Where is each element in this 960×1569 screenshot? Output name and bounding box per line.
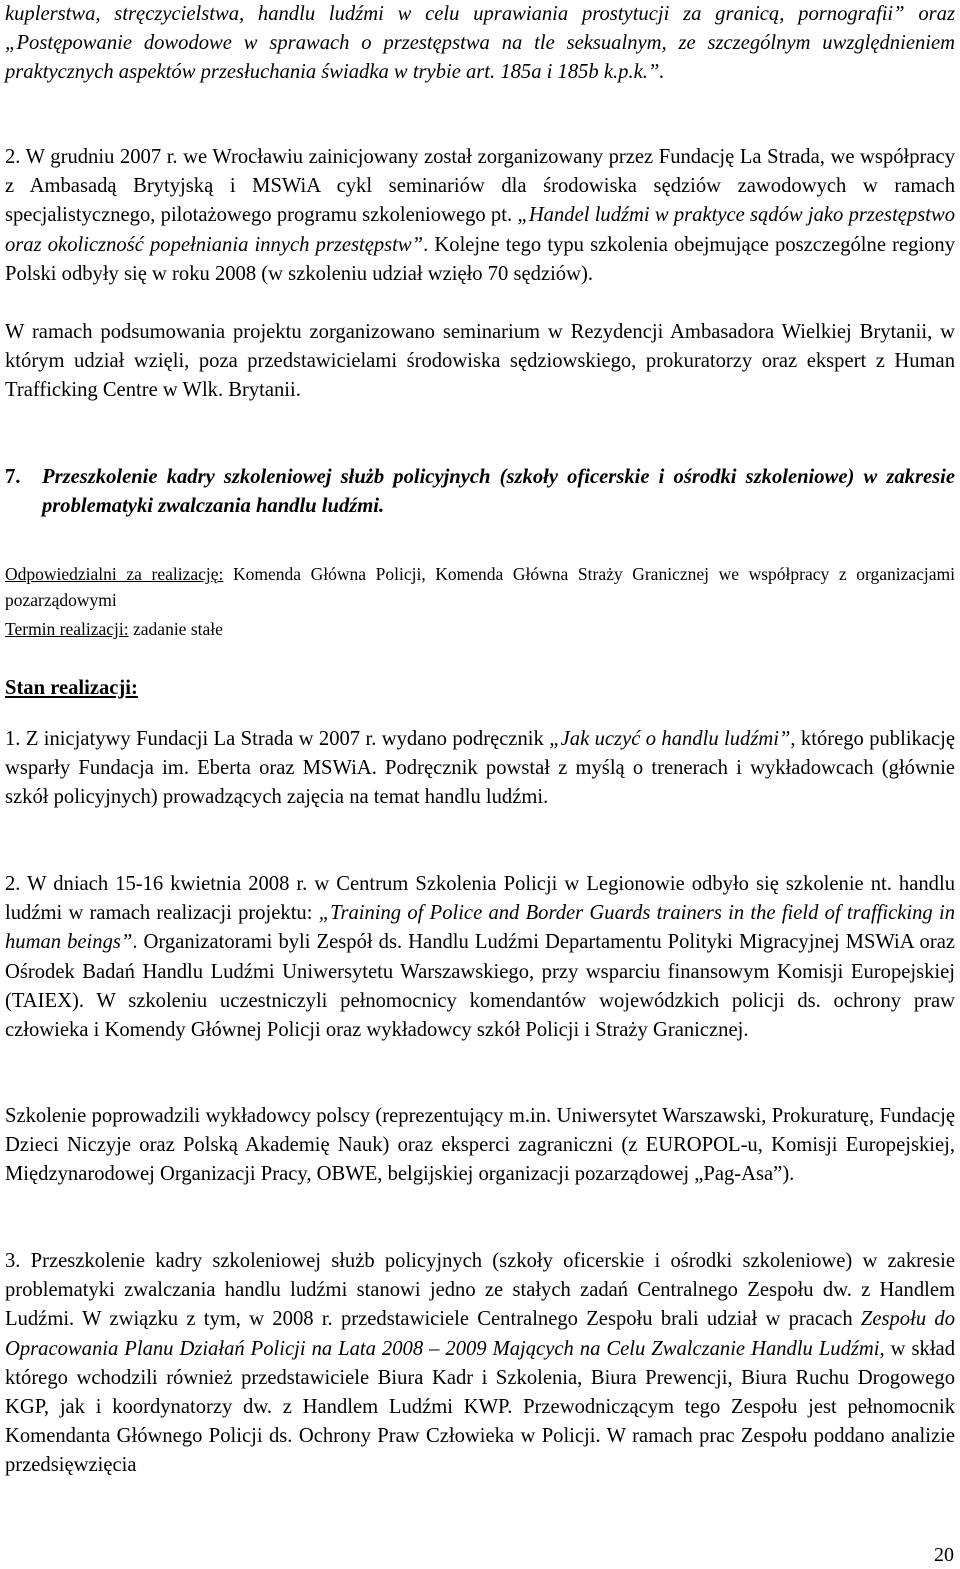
- deadline-line: [5, 617, 955, 643]
- page-number: 20: [934, 1544, 954, 1566]
- responsible-value: Komenda Główna Policji, Komenda Główna Straży Granicznej we współpracy z organizacjami pozarządowymi: [5, 564, 955, 610]
- status-item-2: [5, 870, 955, 1045]
- intro-paragraph: kuplerstwa, stręczycielstwa, handlu ludźmi w celu uprawiania prostytucji za granicą, pornografii” oraz „Postępowanie dowodowe w sprawach o przestępstwa na tle seksualnym, ze szczególnym uwzględnieniem praktycznych aspektów przesłuchania świadka w trybie art. 185a i 185b k.p.k.”.: [5, 3, 955, 84]
- seminar-title: „Handel ludźmi w praktyce sądów jako przestępstwo oraz okoliczność popełniania innych przestępstw”: [5, 204, 955, 256]
- paragraph-text: , którego publikację wsparły Fundacja im. Eberta oraz MSWiA. Podręcznik powstał z myślą o trenerach i wykładowcach (głównie szkół policyjnych) prowadzących zajęcia na temat handlu ludźmi.: [5, 728, 955, 809]
- paragraph-text: 1. Z inicjatywy Fundacji La Strada w 2007 r. wydano podręcznik: [5, 728, 550, 750]
- paragraph-text: 3. Przeszkolenie kadry szkoleniowej służb policyjnych (szkoły oficerskie i ośrodki szkoleniowe) w zakresie problematyki zwalczania handlu ludźmi stanowi jedno ze stałych zadań Centralnego Zespołu dw. z Handlem Ludźmi. W związku z tym, w 2008 r. przedstawiciele Centralnego Zespołu brali udział w pracach: [5, 1250, 955, 1331]
- paragraph-text: . Kolejne tego typu szkolenia obejmujące poszczególne regiony Polski odbyły się w roku 2008 (w szkoleniu udział wzięło 70 sędziów).: [5, 233, 955, 285]
- paragraph-summary-seminar: W ramach podsumowania projektu zorganizowano seminarium w Rezydencji Ambasadora Wielkiej Brytanii, w którym udział wzięli, poza przedstawicielami środowiska sędziowskiego, prokuratorzy oraz ekspert z Human Trafficking Centre w Wlk. Brytanii.: [5, 321, 955, 402]
- responsible-line: [5, 562, 955, 613]
- deadline-value: zadanie stałe: [128, 619, 223, 639]
- handbook-title: „Jak uczyć o handlu ludźmi”: [549, 728, 791, 750]
- project-title: „Training of Police and Border Guards trainers in the field of trafficking in human beings”: [5, 902, 955, 954]
- status-item-2-trainers: Szkolenie poprowadzili wykładowcy polscy (reprezentujący m.in. Uniwersytet Warszawski, Prokuraturę, Fundację Dzieci Niczyje oraz Polską Akademię Nauk) oraz eksperci zagraniczni (z EUROPOL-u, Komisji Europejskiej, Międzynarodowej Organizacji Pracy, OBWE, belgijskiej organizacji pozarządowej „Pag-Asa”).: [5, 1105, 955, 1186]
- status-item-3: [5, 1247, 955, 1481]
- paragraph-text: 2. W dniach 15-16 kwietnia 2008 r. w Centrum Szkolenia Policji w Legionowie odbyło się szkolenie nt. handlu ludźmi w ramach realizacji projektu:: [5, 873, 955, 925]
- paragraph-text: w skład którego wchodzili również przedstawiciele Biura Kadr i Szkolenia, Biura Prewencji, Biura Ruchu Drogowego KGP, jak i koordynatorzy dw. z Handlem Ludźmi KWP. Przewodniczącym tego Zespołu jest pełnomocnik Komendanta Głównego Policji ds. Ochrony Praw Człowieka w Policji. W ramach prac Zespołu poddano analizie przedsięwzięcia: [5, 1337, 955, 1477]
- deadline-label: Termin realizacji:: [5, 619, 129, 639]
- responsible-label: Odpowiedzialni za realizację:: [5, 564, 224, 584]
- section-title: Przeszkolenie kadry szkoleniowej służb policyjnych (szkoły oficerskie i ośrodki szkoleniowe) w zakresie problematyki zwalczania handlu ludźmi.: [42, 466, 955, 518]
- section-heading: [5, 463, 955, 521]
- section-number: 7.: [5, 466, 21, 488]
- team-title: Zespołu do Opracowania Planu Działań Policji na Lata 2008 – 2009 Mających na Celu Zwalczanie Handlu Ludźmi,: [5, 1308, 955, 1360]
- status-heading: Stan realizacji:: [5, 677, 138, 699]
- paragraph-text: 2. W grudniu 2007 r. we Wrocławiu zainicjowany został zorganizowany przez Fundację La Strada, we współpracy z Ambasadą Brytyjską i MSWiA cykl seminariów dla środowiska sędziów zawodowych w ramach specjalistycznego, pilotażowego programu szkoleniowego pt.: [5, 146, 955, 227]
- paragraph-text: . Organizatorami byli Zespół ds. Handlu Ludźmi Departamentu Polityki Migracyjnej MSWiA oraz Ośrodek Badań Handlu Ludźmi Uniwersytetu Warszawskiego, przy wsparciu finansowym Komisji Europejskiej (TAIEX). W szkoleniu uczestniczyli pełnomocnicy komendantów wojewódzkich policji ds. ochrony praw człowieka i Komendy Głównej Policji oraz wykładowcy szkół Policji i Straży Granicznej.: [5, 931, 955, 1042]
- status-item-1: [5, 725, 955, 813]
- paragraph-item-2-seminars: [5, 143, 955, 289]
